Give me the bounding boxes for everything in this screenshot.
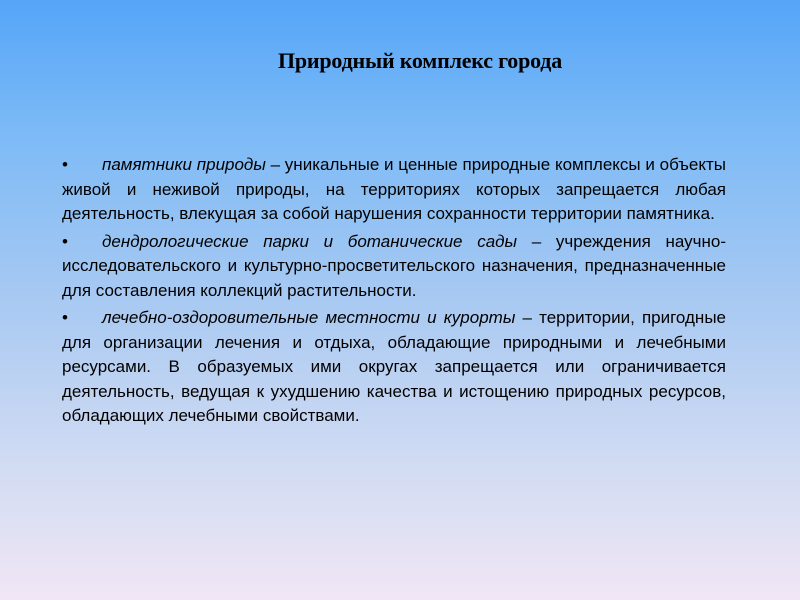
bullet-icon: • xyxy=(62,155,68,174)
bullet-list xyxy=(62,153,726,432)
item-text: – учреждения научно-исследовательского и культурно-просветительского назначения, предназначенные для составления коллекций растительности. xyxy=(62,231,726,300)
list-item-dendrological-parks xyxy=(62,230,726,304)
list-item-health-resorts xyxy=(62,306,726,429)
item-text: – территории, пригодные для организации лечения и отдыха, обладающие природными и лечебными ресурсами. В образуемых ими округах запрещается или ограничивается деятельность, ведущая к ухудшению качества и истощению природных ресурсов, обладающих лечебными свойствами. xyxy=(62,308,726,425)
list-item-natural-monuments xyxy=(62,153,726,227)
bullet-icon: • xyxy=(62,231,68,251)
item-text: – уникальные и ценные природные комплексы и объекты живой и неживой природы, на территориях которых запрещается любая деятельность, влекущая за собой нарушения сохранности территории памятника. xyxy=(62,155,726,223)
item-term: лечебно-оздоровительные местности и курорты xyxy=(102,308,516,327)
item-term: дендрологические парки и ботанические сады xyxy=(102,231,518,251)
item-term: памятники природы xyxy=(102,155,266,174)
bullet-icon: • xyxy=(62,308,68,327)
slide-title: Природный комплекс города xyxy=(277,48,563,73)
